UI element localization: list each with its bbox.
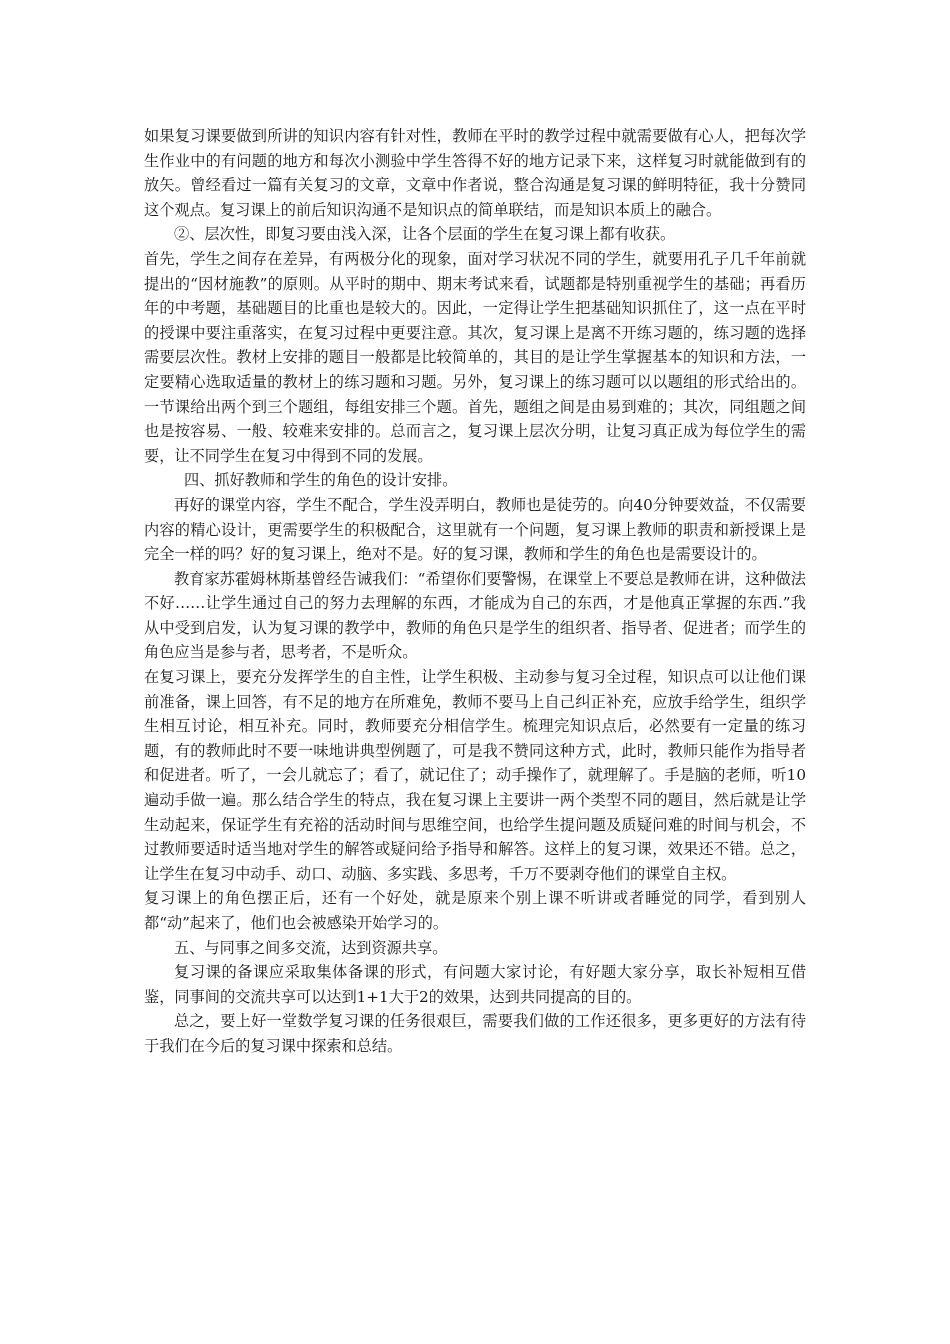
paragraph: 在复习课上，要充分发挥学生的自主性，让学生积极、主动参与复习全过程，知识点可以让他们课前准备，课上回答，有不足的地方在所难免，教师不要马上自己纠正补充，应放手给学生，组织学生相互讨论，相互补充。同时，教师要充分相信学生。梳理完知识点后，必然要有一定量的练习题，有的教师此时不要一味地讲典型例题了，可是我不赞同这种方式，此时，教师只能作为指导者和促进者。听了，一会儿就忘了；看了，就记住了；动手操作了，就理解了。手是脑的老师，听10遍动手做一遍。那么结合学生的特点，我在复习课上主要讲一两个类型不同的题目，然后就是让学生动起来，保证学生有充裕的活动时间与思维空间，也给学生提问题及质疑问难的时间与机会，不过教师要适时适当地对学生的解答或疑问给予指导和解答。这样上的复习课，效果还不错。总之，让学生在复习中动手、动口、动脑、多实践、多思考，千万不要剥夺他们的课堂自主权。 — [144, 668, 806, 883]
document-body — [144, 124, 806, 1059]
section-heading: 四、抓好教师和学生的角色的设计安排。 — [184, 471, 458, 490]
paragraph: 复习课上的角色摆正后，还有一个好处，就是原来个别上课不听讲或者睡觉的同学，看到别人都“动”起来了，他们也会被感染开始学习的。 — [144, 889, 806, 932]
paragraph: 首先，学生之间存在差异，有两极分化的现象，面对学习状况不同的学生，就要用孔子几千年前就提出的“因材施教”的原则。从平时的期中、期末考试来看，试题都是特别重视学生的基础；再看历年的中考题，基础题目的比重也是较大的。因此，一定得让学生把基础知识抓住了，这一点在平时的授课中要注重落实，在复习过程中更要注意。其次，复习课上是离不开练习题的，练习题的选择需要层次性。教材上安排的题目一般都是比较简单的，其目的是让学生掌握基本的知识和方法，一定要精心选取适量的教材上的练习题和习题。另外，复习课上的练习题可以以题组的形式给出的。一节课给出两个到三个题组，每组安排三个题。首先，题组之间是由易到难的；其次，同组题之间也是按容易、一般、较难来安排的。总而言之，复习课上层次分明，让复习真正成为每位学生的需要，让不同学生在复习中得到不同的发展。 — [144, 249, 806, 465]
section-heading: 五、与同事之间多交流，达到资源共享。 — [174, 938, 448, 957]
paragraph: 总之，要上好一堂数学复习课的任务很艰巨，需要我们做的工作还很多，更多更好的方法有待于我们在今后的复习课中探索和总结。 — [144, 1012, 806, 1055]
paragraph: 教育家苏霍姆林斯基曾经告诫我们：“希望你们要警惕，在课堂上不要总是教师在讲，这种做法不好……让学生通过自己的努力去理解的东西，才能成为自己的东西，才是他真正掌握的东西.”我从中受到启发，认为复习课的教学中，教师的角色只是学生的组织者、指导者、促进者；而学生的角色应当是参与者，思考者，不是听众。 — [144, 569, 806, 662]
paragraph: 如果复习课要做到所讲的知识内容有针对性，教师在平时的教学过程中就需要做有心人，把每次学生作业中的有问题的地方和每次小测验中学生答得不好的地方记录下来，这样复习时就能做到有的放矢。曾经看过一篇有关复习的文章，文章中作者说，整合沟通是复习课的鲜明特征，我十分赞同这个观点。复习课上的前后知识沟通不是知识点的简单联结，而是知识本质上的融合。 — [144, 127, 806, 219]
paragraph: 再好的课堂内容，学生不配合，学生没弄明白，教师也是徒劳的。向40分钟要效益，不仅需要内容的精心设计，更需要学生的积极配合，这里就有一个问题，复习课上教师的职责和新授课上是完全一样的吗？好的复习课上，绝对不是。好的复习课，教师和学生的角色也是需要设计的。 — [144, 495, 806, 564]
paragraph: 复习课的备课应采取集体备课的形式，有问题大家讨论，有好题大家分享，取长补短相互借鉴，同事间的交流共享可以达到1+1大于2的效果，达到共同提高的目的。 — [144, 963, 806, 1006]
paragraph: ②、层次性，即复习要由浅入深，让各个层面的学生在复习课上都有收获。 — [174, 225, 676, 244]
